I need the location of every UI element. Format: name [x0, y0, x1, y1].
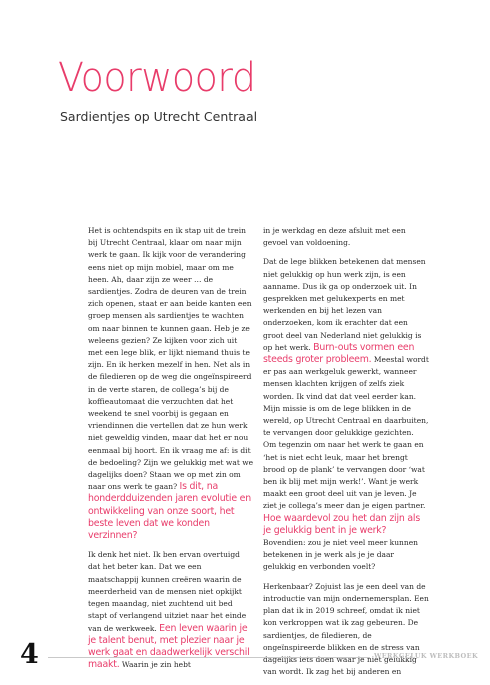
body-text: Het is ochtendspits en ik stap uit de trein bij Utrecht Centraal, klaar om naar mijn werk te gaan. Ik kijk voor de verandering eens niet op mijn mobiel, maar om me heen. Ah, daar zijn ze weer … de sardientjes. Zodra de deuren van de trein zich openen, staat er aan beide kanten een groep mensen als sardientjes te wachten om naar binnen te kunnen gaan. Heb je ze weleens gezien? Ze kijken voor zich uit met een lege blik, er lijkt niemand thuis te zijn. En ik herken mezelf in hen. Net als in de filedieren op de weg die ongeïnspireerd in de verte staren, de collega’s bij de koffieautomaat die verzuchten dat het weekend te snel voorbij is gegaan en vriendinnen die vertellen dat ze hun werk niet geweldig vinden, maar dat het er nou eenmaal bij hoort. En ik vraag me af: is dit de bedoeling? Zijn we gelukkig met wat we dagelijks doen? Staan we op met zin om naar ons werk te gaan?: [88, 226, 254, 492]
page-number: 4: [20, 639, 39, 670]
paragraph: [263, 581, 429, 679]
paragraph: [263, 225, 429, 249]
pull-quote: Burn-outs vormen een steeds groter probleem.: [263, 341, 415, 366]
pull-quote: Is dit, na honderdduizenden jaren evolutie en ontwikkeling van onze soort, het beste leven dat we konden verzinnen?: [88, 481, 251, 542]
pull-quote: Een leven waarin je je talent benut, met plezier naar je werk gaat en daadwerkelijk verschil maakt.: [88, 622, 250, 671]
body-text: Bovendien: zou je niet veel meer kunnen betekenen in je werk als je je daar gelukkig en verbonden voelt?: [263, 538, 418, 572]
body-text: Herkenbaar? Zojuist las je een deel van de introductie van mijn ondernemersplan. Een plan dat ik in 2019 schreef, omdat ik niet kon verkroppen wat ik zag gebeuren. De sardientjes, de filedieren, de ongeïnspireerde blikken en de stress van dagelijks iets doen waar je niet gelukkig van wordt. Ik zag het bij anderen en: [263, 581, 429, 677]
text-column-right: [263, 225, 429, 685]
paragraph: [263, 256, 429, 573]
footer-rule: [48, 657, 370, 658]
paragraph: [88, 549, 254, 671]
page-title: Voorwoord: [58, 55, 256, 101]
body-text: Ik denk het niet. Ik ben ervan overtuigd dat het beter kan. Dat we een maatschappij kunnen creëren waarin de meerderheid van de mensen niet opkijkt tegen maandag, niet zuchtend uit bed stapt of verlangend uitziet naar het einde van de werkweek.: [88, 550, 247, 633]
text-column-left: [88, 225, 254, 678]
pull-quote: Hoe waardevol zou het dan zijn als je gelukkig bent in je werk?: [263, 512, 421, 536]
page-subtitle: Sardientjes op Utrecht Centraal: [60, 109, 258, 124]
body-text: in je werkdag en deze afsluit met een gevoel van voldoening.: [263, 226, 406, 248]
body-text: Meestal wordt er pas aan werkgeluk gewerkt, wanneer mensen klachten krijgen of zelfs ziek worden. Ik vind dat dat veel eerder kan. Mijn missie is om de lege blikken in de wereld, op Utrecht Centraal en daarbuiten, te vervangen door gelukkige gezichten. Om tegenzin om naar het werk te gaan en ‘het is niet echt leuk, maar het brengt brood op de plank’ te vervangen door ‘wat ben ik blij met mijn werk!’. Want je werk maakt een groot deel uit van je leven. Je ziet je collega’s meer dan je eigen partner.: [263, 355, 429, 511]
body-text: Waarin je zin hebt: [121, 660, 191, 670]
body-text: Dat de lege blikken betekenen dat mensen niet gelukkig op hun werk zijn, is een aanname. Dus ik ga op onderzoek uit. In gesprekken met gelukexperts en met werkenden en bij het lezen van onderzoeken, kom ik erachter dat een groot deel van Nederland niet gelukkig is op het werk.: [263, 257, 426, 352]
paragraph: [88, 225, 254, 542]
footer-book-title: WERKGELUK WERKBOEK: [374, 652, 478, 660]
